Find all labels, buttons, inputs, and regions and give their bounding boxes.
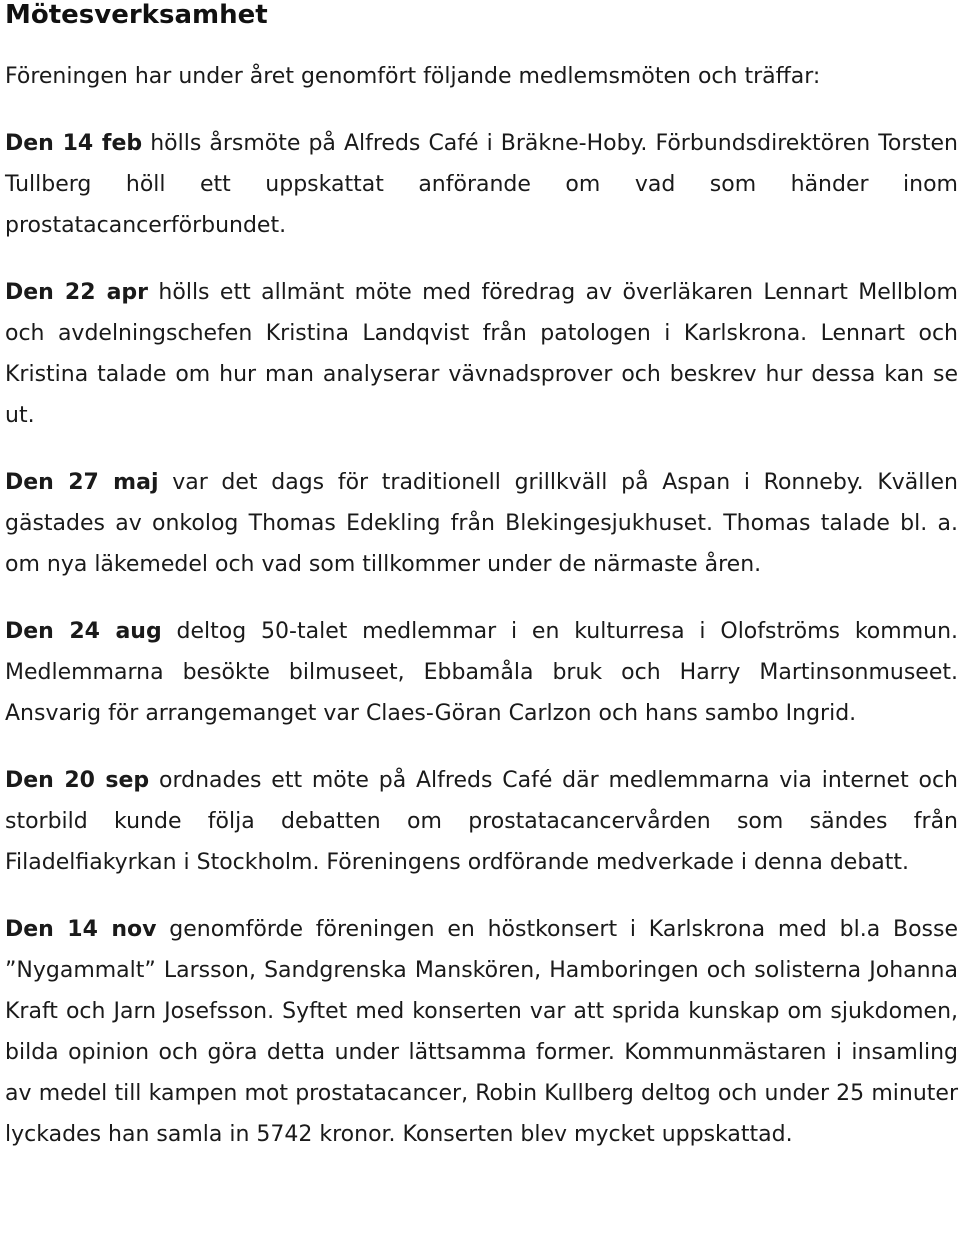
entry-date: Den 14 feb (5, 131, 143, 156)
entry-paragraph (5, 909, 958, 1155)
entry-date: Den 20 sep (5, 768, 150, 793)
intro-paragraph: Föreningen har under året genomfört följande medlemsmöten och träffar: (5, 64, 821, 89)
entry-text: deltog 50-talet medlemmar i en kulturresa i Olofströms kommun. Medlemmarna besökte bilmuseet, Ebbamåla bruk och Harry Martinsonmuseet. Ansvarig för arrangemanget var Claes-Göran Carlzon och hans sambo Ingrid. (5, 619, 958, 726)
entry-text: hölls ett allmänt möte med föredrag av överläkaren Lennart Mellblom och avdelningschefen Kristina Landqvist från patologen i Karlskrona. Lennart och Kristina talade om hur man analyserar vävnadsprover och beskrev hur dessa kan se ut. (5, 280, 958, 428)
entry-date: Den 27 maj (5, 470, 159, 495)
entry-date: Den 24 aug (5, 619, 162, 644)
entry-paragraph (5, 611, 958, 734)
entry-date: Den 22 apr (5, 280, 149, 305)
entry-paragraph (5, 123, 958, 246)
entry-paragraph (5, 760, 958, 883)
entry-text: hölls årsmöte på Alfreds Café i Bräkne-Hoby. Förbundsdirektören Torsten Tullberg höll ett uppskattat anförande om vad som händer inom prostatacancerförbundet. (5, 131, 958, 238)
entry-text: var det dags för traditionell grillkväll på Aspan i Ronneby. Kvällen gästades av onkolog Thomas Edekling från Blekingesjukhuset. Thomas talade bl. a. om nya läkemedel och vad som tillkommer under de närmaste åren. (5, 470, 958, 577)
entry-date: Den 14 nov (5, 917, 157, 942)
entry-text: ordnades ett möte på Alfreds Café där medlemmarna via internet och storbild kunde följa debatten om prostatacancervården som sändes från Filadelfiakyrkan i Stockholm. Föreningens ordförande medverkade i denna debatt. (5, 768, 958, 875)
entry-paragraph (5, 272, 958, 436)
entry-text: genomförde föreningen en höstkonsert i Karlskrona med bl.a Bosse ”Nygammalt” Larsson, Sandgrenska Manskören, Hamboringen och solisterna Johanna Kraft och Jarn Josefsson. Syftet med konserten var att sprida kunskap om sjukdomen, bilda opinion och göra detta under lättsamma former. Kommunmästaren i insamling av medel till kampen mot prostatacancer, Robin Kullberg deltog och under 25 minuter lyckades han samla in 5742 kronor. Konserten blev mycket uppskattad. (5, 917, 958, 1147)
page-title: Mötesverksamhet (5, 0, 268, 30)
entry-paragraph (5, 462, 958, 585)
